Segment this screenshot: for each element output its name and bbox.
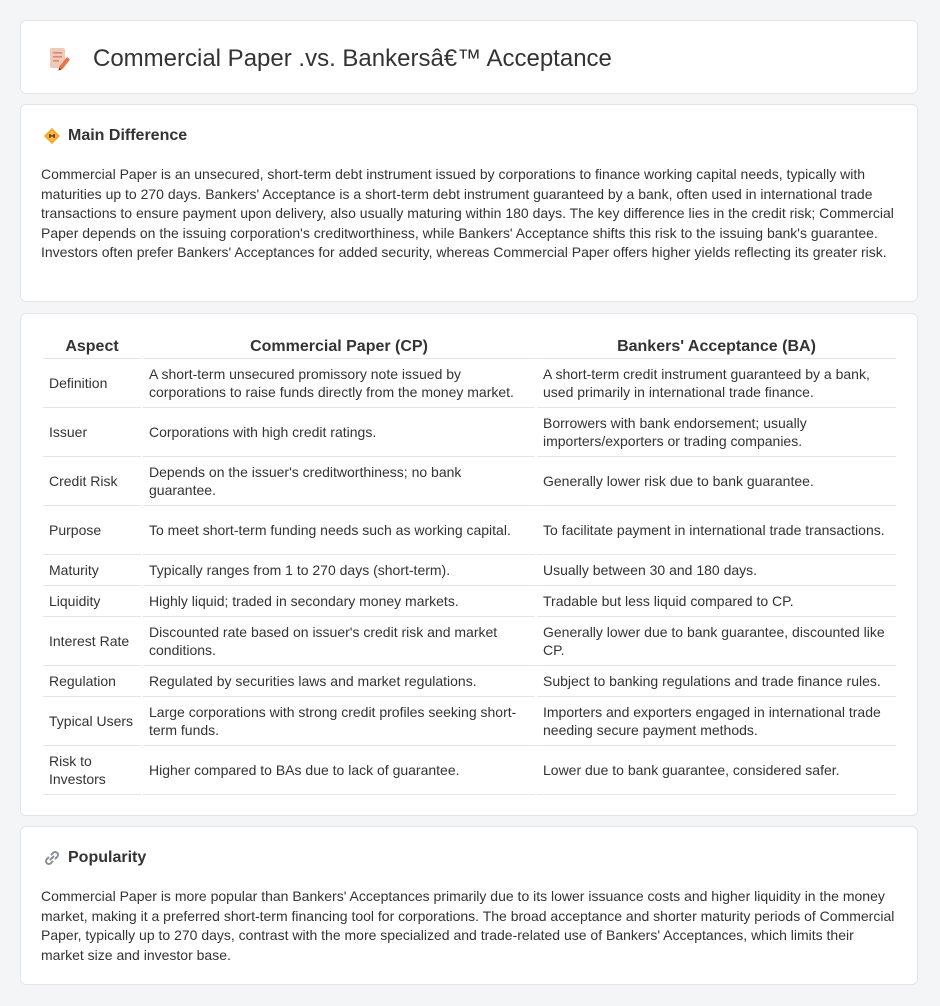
title-card	[20, 20, 918, 94]
diamond-sign-icon	[43, 127, 61, 145]
table-row	[43, 617, 896, 666]
row-aspect: Typical Users	[43, 697, 141, 746]
row-ba: Lower due to bank guarantee, considered safer.	[537, 746, 896, 795]
main-difference-heading: Main Difference	[68, 127, 188, 144]
row-aspect: Credit Risk	[43, 457, 141, 506]
row-aspect: Purpose	[43, 506, 141, 555]
row-ba: Importers and exporters engaged in international trade needing secure payment methods.	[537, 697, 896, 746]
row-aspect: Issuer	[43, 408, 141, 457]
table-row	[43, 359, 896, 408]
row-aspect: Risk to Investors	[43, 746, 141, 795]
row-ba: Tradable but less liquid compared to CP.	[537, 586, 896, 617]
row-cp: Large corporations with strong credit profiles seeking short-term funds.	[143, 697, 535, 746]
main-difference-text: Commercial Paper is an unsecured, short-term debt instrument issued by corporations to finance working capital needs, typically with maturities up to 270 days. Bankers' Acceptance is a short-term debt instrument guaranteed by a bank, often used in international trade transactions to ensure payment upon delivery, also usually maturing within 180 days. The key difference lies in the credit risk; Commercial Paper depends on the issuing corporation's creditworthiness, while Bankers' Acceptance shifts this risk to the issuing bank's guarantee. Investors often prefer Bankers' Acceptances for added security, whereas Commercial Paper offers higher yields reflecting its greater risk.	[41, 166, 894, 260]
table-row	[43, 697, 896, 746]
document-pencil-icon	[47, 46, 71, 72]
table-header-row	[43, 334, 896, 359]
row-cp: Depends on the issuer's creditworthiness; no bank guarantee.	[143, 457, 535, 506]
table-row	[43, 586, 896, 617]
header-aspect: Aspect	[43, 334, 141, 359]
popularity-text: Commercial Paper is more popular than Bankers' Acceptances primarily due to its lower issuance costs and higher liquidity in the money market, making it a preferred short-term financing tool for corporations. The broad acceptance and shorter maturity periods of Commercial Paper, typically up to 270 days, contrast with the more specialized and trade-related use of Bankers' Acceptances, which limits their market size and investor base.	[41, 888, 895, 963]
row-cp: Discounted rate based on issuer's credit risk and market conditions.	[143, 617, 535, 666]
table-row	[43, 555, 896, 586]
table-row	[43, 746, 896, 795]
comparison-table	[41, 334, 898, 795]
row-ba: Subject to banking regulations and trade finance rules.	[537, 666, 896, 697]
row-ba: Generally lower risk due to bank guarantee.	[537, 457, 896, 506]
row-cp: Higher compared to BAs due to lack of guarantee.	[143, 746, 535, 795]
page-title: Commercial Paper .vs. Bankersâ€™ Acceptance	[93, 45, 612, 72]
comparison-table-card	[20, 313, 918, 816]
row-cp: Corporations with high credit ratings.	[143, 408, 535, 457]
table-row	[43, 506, 896, 555]
table-row	[43, 457, 896, 506]
link-icon	[43, 849, 61, 867]
row-aspect: Maturity	[43, 555, 141, 586]
row-aspect: Liquidity	[43, 586, 141, 617]
row-ba: To facilitate payment in international trade transactions.	[537, 506, 896, 555]
main-difference-section	[20, 104, 918, 302]
table-row	[43, 408, 896, 457]
table-row	[43, 666, 896, 697]
popularity-heading: Popularity	[68, 849, 147, 866]
row-aspect: Definition	[43, 359, 141, 408]
row-cp: A short-term unsecured promissory note issued by corporations to raise funds directly from the money market.	[143, 359, 535, 408]
row-ba: A short-term credit instrument guaranteed by a bank, used primarily in international trade finance.	[537, 359, 896, 408]
row-aspect: Regulation	[43, 666, 141, 697]
row-ba: Usually between 30 and 180 days.	[537, 555, 896, 586]
row-ba: Generally lower due to bank guarantee, discounted like CP.	[537, 617, 896, 666]
row-ba: Borrowers with bank endorsement; usually importers/exporters or trading companies.	[537, 408, 896, 457]
row-cp: Highly liquid; traded in secondary money markets.	[143, 586, 535, 617]
row-cp: To meet short-term funding needs such as working capital.	[143, 506, 535, 555]
row-cp: Typically ranges from 1 to 270 days (short-term).	[143, 555, 535, 586]
header-commercial-paper: Commercial Paper (CP)	[143, 334, 535, 359]
popularity-section	[20, 826, 918, 985]
header-bankers-acceptance: Bankers' Acceptance (BA)	[537, 334, 896, 359]
row-cp: Regulated by securities laws and market regulations.	[143, 666, 535, 697]
row-aspect: Interest Rate	[43, 617, 141, 666]
